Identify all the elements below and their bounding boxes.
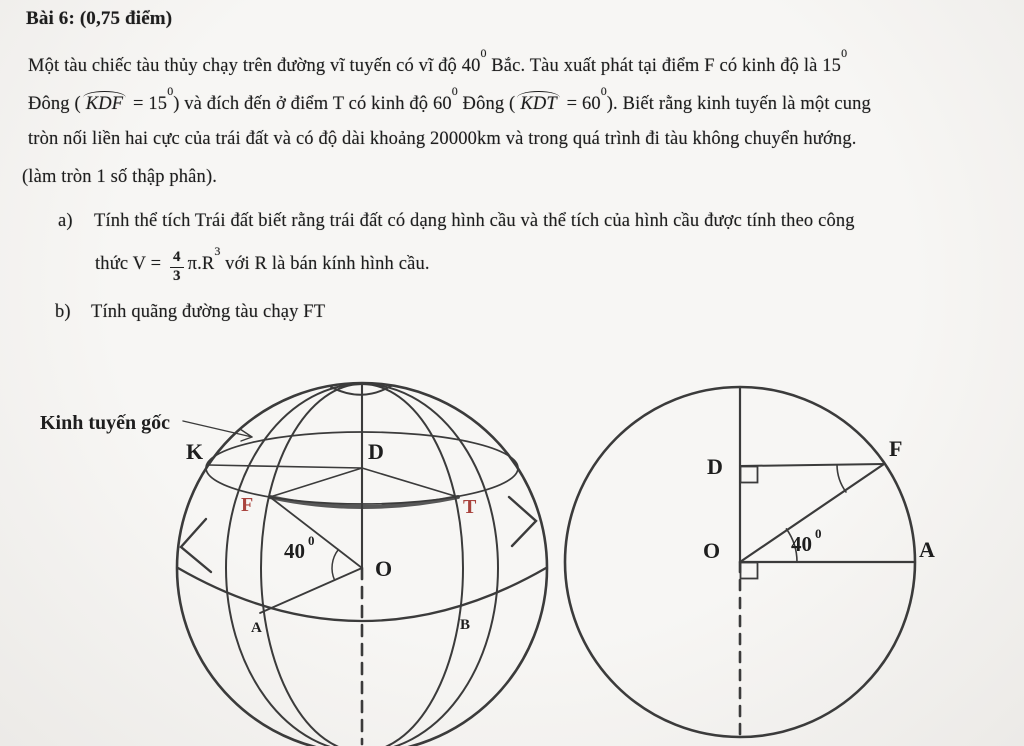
item-a bbox=[58, 211, 855, 232]
angle-arc-at-f bbox=[837, 465, 846, 492]
point-label-f: F bbox=[889, 436, 903, 461]
text-run: ). Biết rằng kinh tuyến là một cung bbox=[606, 94, 871, 115]
angle-arc-at-o bbox=[332, 550, 338, 581]
right-angle-mark-at-d bbox=[741, 467, 758, 483]
route-arc-f-t bbox=[270, 497, 458, 507]
paragraph-line-2 bbox=[28, 84, 871, 115]
problem-title: Bài 6: (0,75 điểm) bbox=[26, 8, 173, 29]
right-angle-mark-at-o bbox=[741, 563, 758, 579]
paragraph-line-4: (làm tròn 1 số thập phân). bbox=[22, 167, 218, 187]
line-o-a bbox=[260, 568, 362, 613]
point-label-d: D bbox=[368, 439, 384, 464]
item-b-label: b) bbox=[55, 302, 71, 322]
radius-k-d bbox=[208, 465, 362, 468]
angle-degree-sup: 0 bbox=[308, 533, 315, 548]
point-label-a: A bbox=[919, 537, 935, 562]
item-b bbox=[55, 302, 325, 323]
item-a-label: a) bbox=[58, 211, 73, 231]
text-run: thức V = bbox=[95, 253, 166, 274]
fraction-four-thirds bbox=[170, 250, 184, 285]
cube-superscript: 3 bbox=[214, 243, 221, 258]
left-edge-arrow bbox=[181, 519, 211, 572]
point-label-k: K bbox=[186, 439, 204, 464]
text-run: = 15 bbox=[128, 94, 168, 115]
globe-diagram bbox=[0, 378, 570, 746]
point-label-o: O bbox=[703, 538, 721, 563]
degree-superscript: 0 bbox=[167, 84, 174, 98]
text-run: Đông ( bbox=[28, 94, 81, 115]
right-edge-arrow bbox=[509, 497, 536, 546]
fraction-denominator: 3 bbox=[172, 267, 181, 284]
text-run: với R là bán kính hình cầu. bbox=[220, 253, 430, 274]
angle-degree-sup: 0 bbox=[815, 526, 822, 541]
point-label-o: O bbox=[375, 556, 393, 581]
volume-formula-line bbox=[95, 243, 430, 285]
text-run: π.R bbox=[187, 253, 215, 274]
text-run: Bắc. Tàu xuất phát tại điểm F có kinh độ là 15 bbox=[486, 56, 842, 77]
text-run: ) và đích đến ở điểm T có kinh độ 60 bbox=[173, 94, 452, 115]
point-label-t: T bbox=[463, 496, 477, 518]
angle-value-label: 40 bbox=[284, 539, 305, 563]
angle-hat-kdt: KDT bbox=[517, 94, 559, 114]
radius-d-t bbox=[362, 468, 458, 497]
text-run: = 60 bbox=[561, 94, 601, 115]
angle-value-label: 40 bbox=[791, 532, 812, 556]
line-o-f bbox=[740, 464, 884, 562]
point-label-f: F bbox=[241, 494, 254, 516]
fraction-numerator: 4 bbox=[170, 250, 184, 268]
point-label-b: B bbox=[460, 617, 471, 633]
paragraph-line-3: tròn nối liền hai cực của trái đất và có độ dài khoảng 20000km và trong quá trình đi tàu không chuyển hướng. bbox=[28, 129, 857, 149]
prime-meridian-label: Kinh tuyến gốc bbox=[40, 412, 171, 434]
degree-superscript: 0 bbox=[600, 84, 607, 98]
radius-d-f bbox=[270, 468, 362, 497]
item-b-text: Tính quãng đường tàu chạy FT bbox=[91, 302, 326, 322]
line-d-f bbox=[740, 464, 884, 466]
text-run: Đông ( bbox=[457, 94, 516, 115]
point-label-a: A bbox=[251, 620, 262, 636]
degree-superscript: 0 bbox=[841, 46, 848, 60]
paragraph-line-1 bbox=[28, 46, 848, 77]
degree-superscript: 0 bbox=[451, 84, 458, 98]
text-run: Một tàu chiếc tàu thủy chạy trên đường vĩ tuyến có vĩ độ 40 bbox=[28, 56, 481, 77]
item-a-text: Tính thể tích Trái đất biết rằng trái đất có dạng hình cầu và thể tích của hình cầu được tính theo công bbox=[94, 211, 855, 231]
cross-section-diagram bbox=[560, 378, 1024, 746]
angle-hat-kdf: KDF bbox=[83, 94, 126, 114]
degree-superscript: 0 bbox=[480, 46, 487, 60]
point-label-d: D bbox=[707, 454, 723, 479]
